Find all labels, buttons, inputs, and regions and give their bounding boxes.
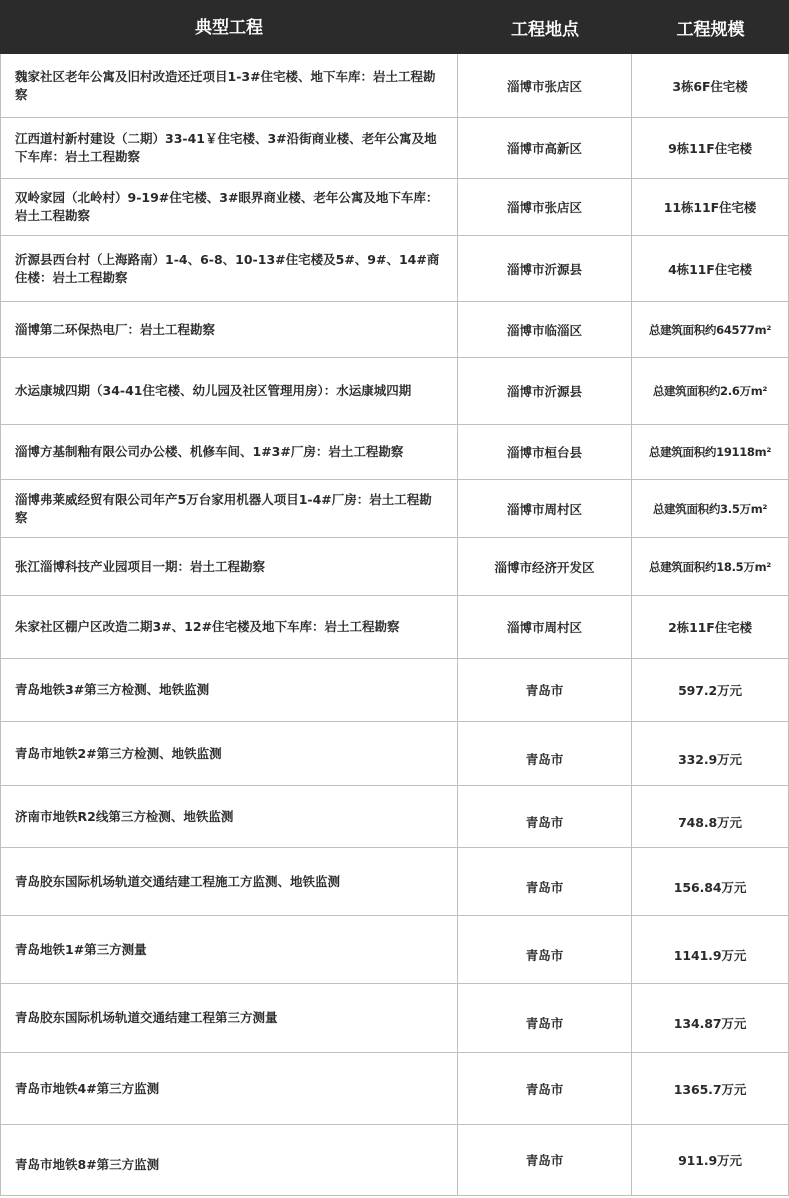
- header-project: 典型工程: [195, 17, 263, 38]
- table-row: [0, 848, 789, 916]
- table-row: [0, 984, 789, 1053]
- project-scale: 9栋11F住宅楼: [632, 118, 789, 178]
- project-name: 淄博第二环保热电厂：岩土工程勘察: [0, 302, 458, 357]
- project-name: 水运康城四期（34-41住宅楼、幼儿园及社区管理用房）：水运康城四期: [0, 358, 458, 424]
- table-row: [0, 480, 789, 538]
- table-row: [0, 1125, 789, 1196]
- project-name: 青岛市地铁2#第三方检测、地铁监测: [0, 722, 458, 785]
- project-location: 淄博市周村区: [458, 596, 632, 658]
- project-location: 淄博市沂源县: [458, 236, 632, 301]
- project-location: 青岛市: [458, 848, 632, 915]
- project-scale: 748.8万元: [632, 786, 789, 847]
- table-row: [0, 722, 789, 786]
- table-row: [0, 538, 789, 596]
- project-name: 青岛胶东国际机场轨道交通结建工程施工方监测、地铁监测: [0, 848, 458, 915]
- project-scale: 156.84万元: [632, 848, 789, 915]
- project-location: 青岛市: [458, 916, 632, 983]
- project-scale: 911.9万元: [632, 1125, 789, 1195]
- project-scale: 597.2万元: [632, 659, 789, 721]
- project-scale: 总建筑面积约2.6万m²: [632, 358, 789, 424]
- table-row: [0, 302, 789, 358]
- project-location: 淄博市高新区: [458, 118, 632, 178]
- project-name: 青岛市地铁8#第三方监测: [0, 1125, 458, 1195]
- project-scale: 4栋11F住宅楼: [632, 236, 789, 301]
- project-location: 淄博市桓台县: [458, 425, 632, 479]
- table-header: [0, 0, 789, 54]
- project-scale: 3栋6F住宅楼: [632, 54, 789, 117]
- project-name: 青岛胶东国际机场轨道交通结建工程第三方测量: [0, 984, 458, 1052]
- project-scale: 总建筑面积约3.5万m²: [632, 480, 789, 537]
- project-location: 青岛市: [458, 786, 632, 847]
- project-scale: 332.9万元: [632, 722, 789, 785]
- project-name: 沂源县西台村（上海路南）1-4、6-8、10-13#住宅楼及5#、9#、14#商住楼：岩土工程勘察: [0, 236, 458, 301]
- project-location: 淄博市临淄区: [458, 302, 632, 357]
- table-row: [0, 118, 789, 179]
- project-scale: 1365.7万元: [632, 1053, 789, 1124]
- project-location: 青岛市: [458, 659, 632, 721]
- project-scale: 2栋11F住宅楼: [632, 596, 789, 658]
- project-scale: 总建筑面积约19118m²: [632, 425, 789, 479]
- header-scale: 工程规模: [676, 19, 745, 40]
- project-name: 济南市地铁R2线第三方检测、地铁监测: [0, 786, 458, 847]
- project-location: 淄博市沂源县: [458, 358, 632, 424]
- project-scale: 134.87万元: [632, 984, 789, 1052]
- table-row: [0, 54, 789, 118]
- project-name: 淄博弗莱威经贸有限公司年产5万台家用机器人项目1-4#厂房：岩土工程勘察: [0, 480, 458, 537]
- table-row: [0, 659, 789, 722]
- project-scale: 1141.9万元: [632, 916, 789, 983]
- table-row: [0, 425, 789, 480]
- table-body: [0, 54, 789, 1196]
- project-name: 青岛地铁1#第三方测量: [0, 916, 458, 983]
- project-name: 双岭家园（北岭村）9-19#住宅楼、3#眼界商业楼、老年公寓及地下车库：岩土工程勘察: [0, 179, 458, 235]
- project-name: 青岛地铁3#第三方检测、地铁监测: [0, 659, 458, 721]
- project-location: 青岛市: [458, 984, 632, 1052]
- project-scale: 11栋11F住宅楼: [632, 179, 789, 235]
- table-row: [0, 786, 789, 848]
- table-row: [0, 358, 789, 425]
- header-location: 工程地点: [511, 19, 579, 40]
- project-name: 朱家社区棚户区改造二期3#、12#住宅楼及地下车库：岩土工程勘察: [0, 596, 458, 658]
- table-row: [0, 179, 789, 236]
- project-location: 淄博市张店区: [458, 179, 632, 235]
- project-name: 魏家社区老年公寓及旧村改造还迁项目1-3#住宅楼、地下车库：岩土工程勘察: [0, 54, 458, 117]
- project-location: 青岛市: [458, 1053, 632, 1124]
- table-row: [0, 1053, 789, 1125]
- project-location: 淄博市张店区: [458, 54, 632, 117]
- table-row: [0, 596, 789, 659]
- project-name: 淄博方基制釉有限公司办公楼、机修车间、1#3#厂房：岩土工程勘察: [0, 425, 458, 479]
- project-location: 淄博市经济开发区: [458, 538, 632, 595]
- project-location: 青岛市: [458, 722, 632, 785]
- project-location: 青岛市: [458, 1125, 632, 1195]
- project-name: 青岛市地铁4#第三方监测: [0, 1053, 458, 1124]
- project-name: 张江淄博科技产业园项目一期：岩土工程勘察: [0, 538, 458, 595]
- project-scale: 总建筑面积约18.5万m²: [632, 538, 789, 595]
- project-location: 淄博市周村区: [458, 480, 632, 537]
- project-scale: 总建筑面积约64577m²: [632, 302, 789, 357]
- project-name: 江西道村新村建设（二期）33-41￥住宅楼、3#沿街商业楼、老年公寓及地下车库：岩土工程勘察: [0, 118, 458, 178]
- table-row: [0, 916, 789, 984]
- table-row: [0, 236, 789, 302]
